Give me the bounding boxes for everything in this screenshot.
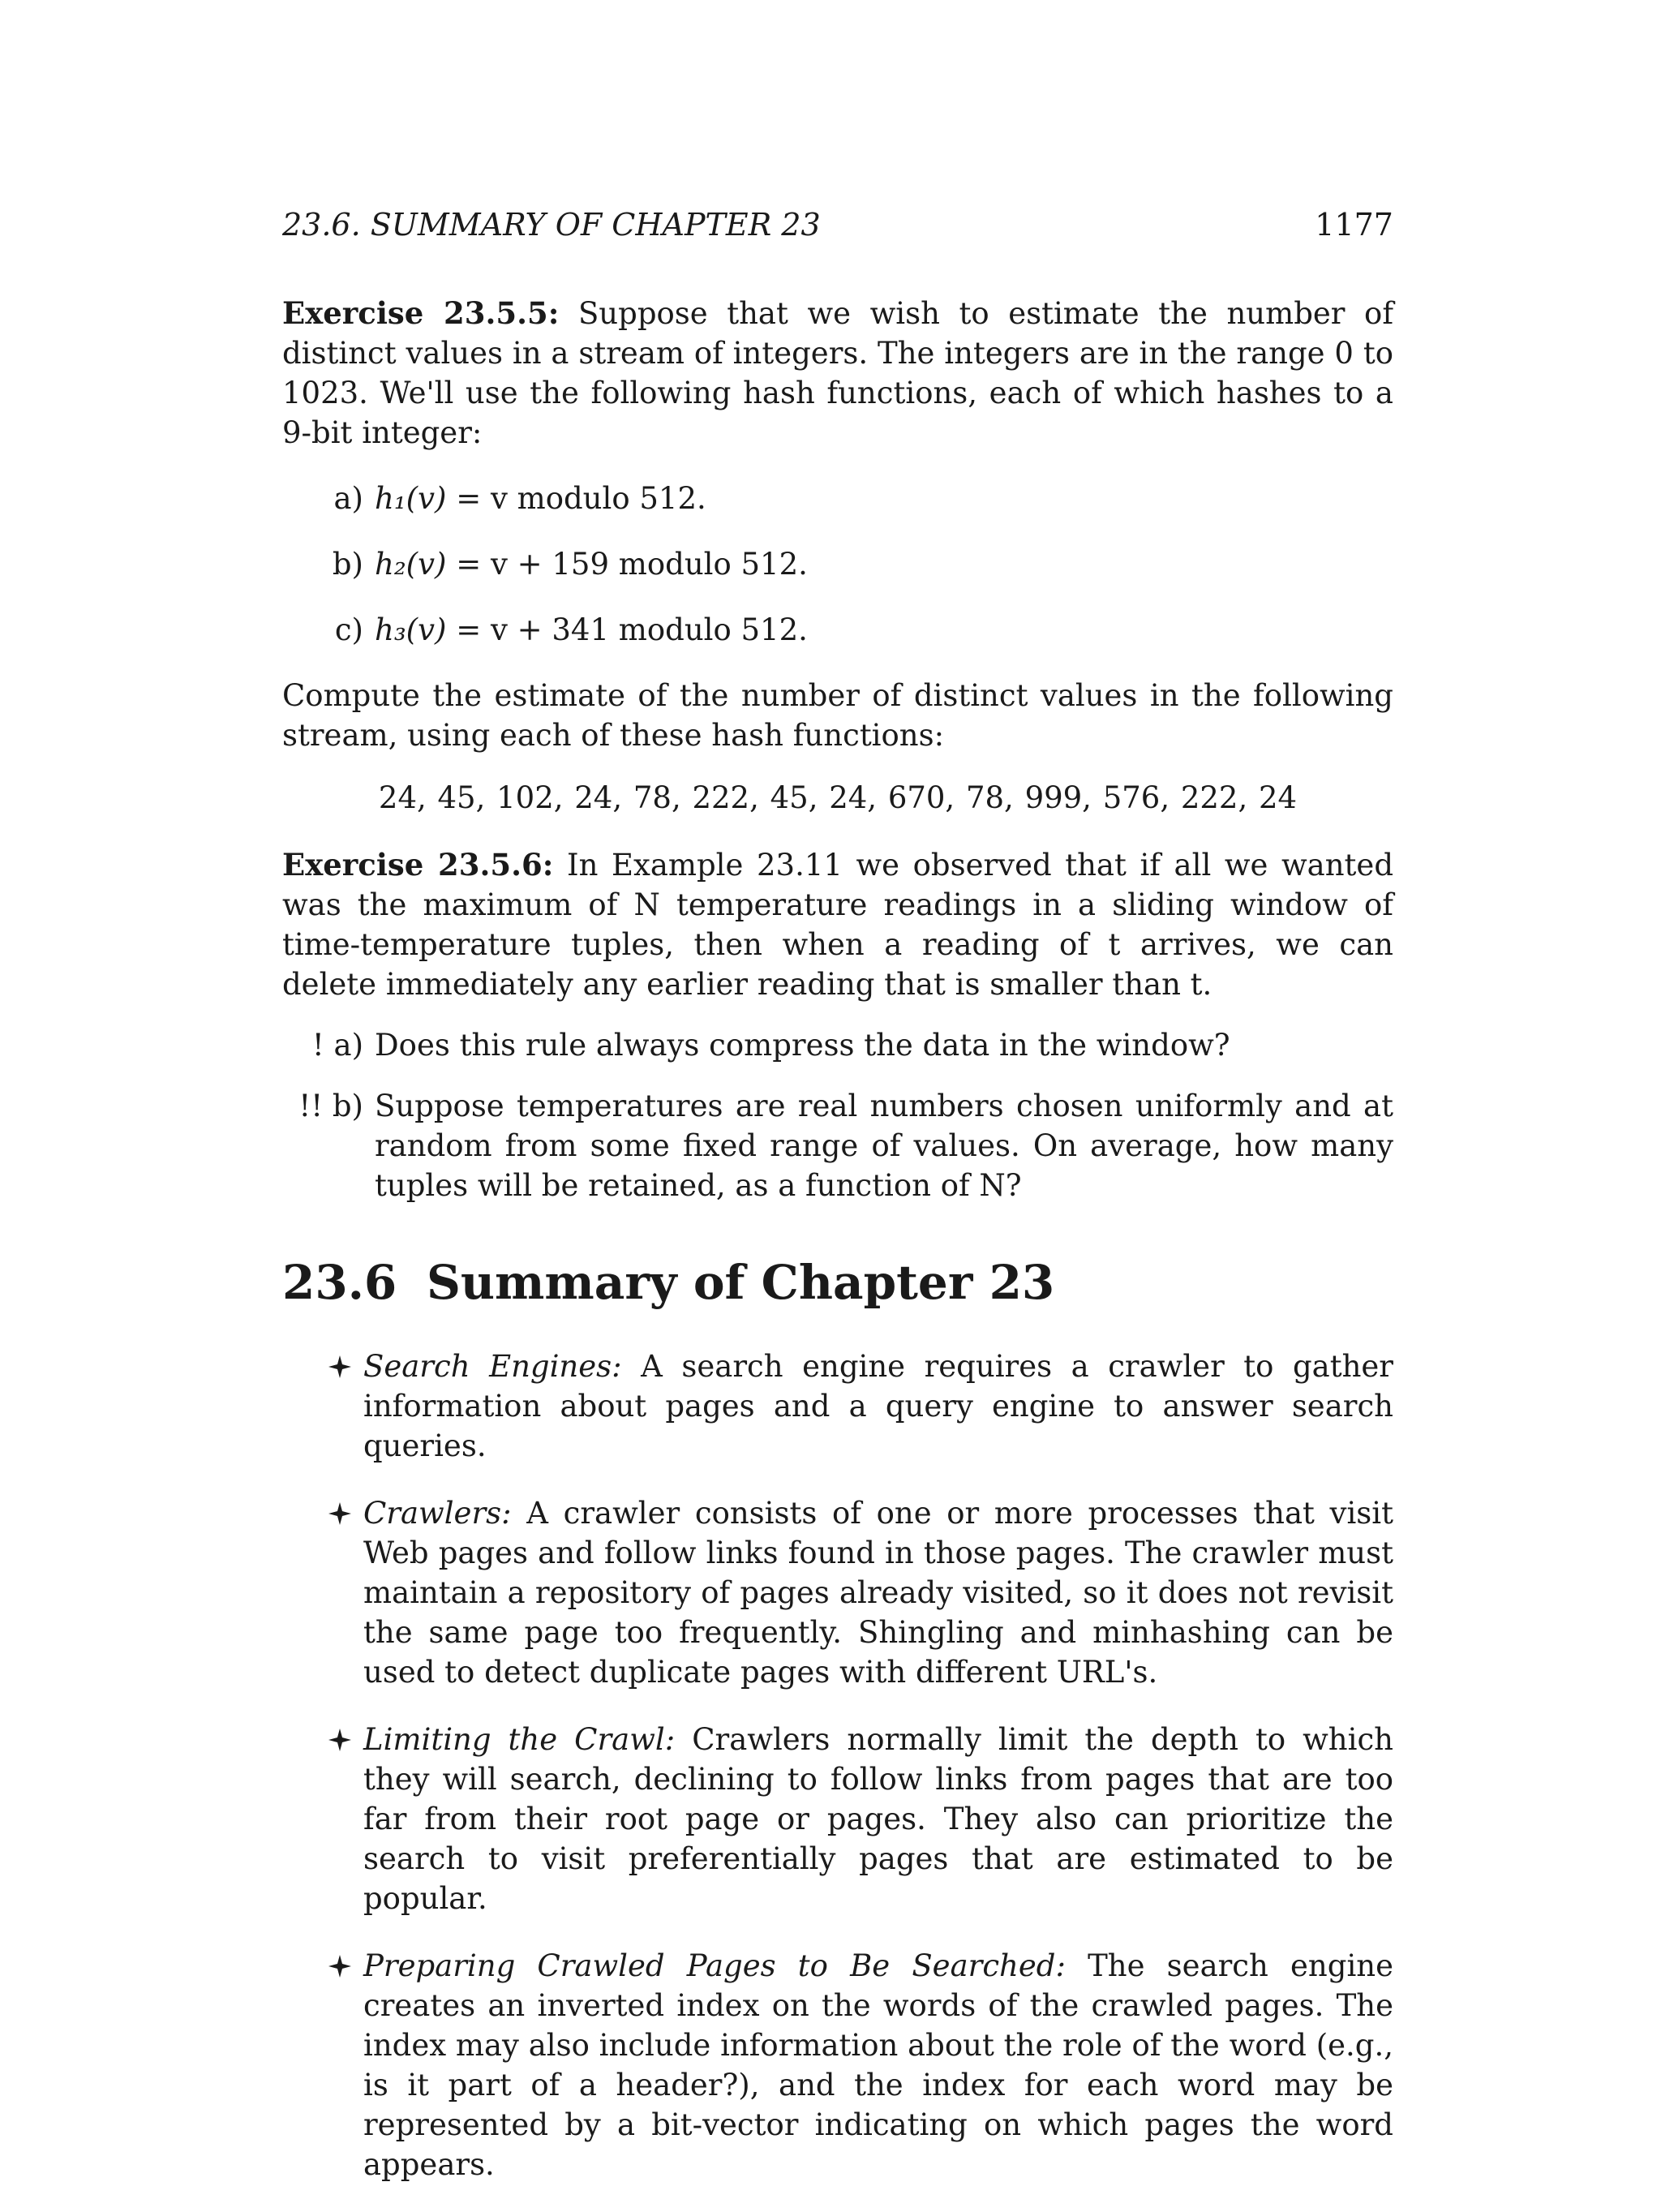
exercise-text: In Example 23.11 we observed that if all we wanted was the maximum of N temperature readings in a sliding window of time-temperature tuples, then when a reading of t arrives, we can delete immediately any earlier reading that is smaller than t. [282,848,1394,1002]
summary-body: A search engine requires a crawler to gather information about pages and a query engine to answer search queries. [363,1349,1393,1463]
hash-function-expr: = v + 159 modulo 512. [446,547,808,582]
running-title: 23.6. SUMMARY OF CHAPTER 23 [282,207,821,243]
summary-item [282,1720,1393,1918]
bullet-marker [282,1493,363,1692]
summary-item [282,1493,1393,1692]
section-heading [282,1254,1393,1311]
summary-text [363,1720,1393,1918]
page-body [282,294,1393,2212]
exercise-23-5-5 [282,294,1393,453]
item-content [375,610,1393,650]
summary-item [282,1946,1393,2184]
exercise-text: Suppose that we wish to estimate the number of distinct values in a stream of integers. The integers are in the range 0 to 1023. We'll use the following hash functions, each of which hashes to a 9-bit integer: [282,296,1394,450]
item-marker: c) [334,612,363,647]
item-marker: b) [332,547,363,582]
summary-text [363,1946,1393,2184]
four-point-star-icon [328,1355,352,1379]
hash-function-name: h₁(v) [375,481,447,516]
summary-body: The search engine creates an inverted index on the words of the crawled pages. The index may also include information about the role of the word (e.g., is it part of a header?), and the index for each word may be represented by a bit-vector indicating on which pages the word appears. [363,1948,1394,2182]
integer-stream: 24, 45, 102, 24, 78, 222, 45, 24, 670, 78, 999, 576, 222, 24 [378,780,1298,815]
four-point-star-icon [328,1728,352,1752]
summary-term: Preparing Crawled Pages to Be Searched: [363,1948,1066,1983]
summary-body: A crawler consists of one or more processes that visit Web pages and follow links found in those pages. The crawler must maintain a repository of pages already visited, so it does not revisit the same page too frequently. Shingling and minhashing can be used to detect duplicate pages with different URL's. [363,1496,1393,1690]
exercise-subparts [282,1025,1393,1205]
four-point-star-icon [328,1501,352,1526]
section-title: Summary of Chapter 23 [427,1255,1055,1310]
exercise-label: Exercise 23.5.5: [282,295,560,331]
list-item [282,1086,1393,1205]
hash-function-list [282,479,1393,650]
exercise-label: Exercise 23.5.6: [282,847,554,883]
list-item [282,544,1393,584]
bullet-marker [282,1347,363,1466]
list-item [282,610,1393,650]
hash-function-expr: = v + 341 modulo 512. [446,612,808,647]
hash-function-expr: = v modulo 512. [446,481,706,516]
exercise-23-5-6 [282,845,1393,1004]
four-point-star-icon [328,1954,352,1978]
item-content [375,544,1393,584]
summary-term: Search Engines: [363,1349,622,1384]
item-content [375,479,1393,518]
summary-term: Limiting the Crawl: [363,1722,676,1757]
exercise-followup: Compute the estimate of the number of distinct values in the following stream, using each of these hash functions: [282,678,1393,753]
bullet-marker [282,1946,363,2184]
list-item [282,479,1393,518]
section-number: 23.6 [282,1255,397,1310]
summary-text [363,1347,1393,1466]
item-content: Does this rule always compress the data in the window? [375,1028,1230,1063]
bullet-marker [282,1720,363,1918]
page-number: 1177 [1315,207,1393,243]
item-content: Suppose temperatures are real numbers chosen uniformly and at random from some fixed range of values. On average, how many tuples will be retained, as a function of N? [375,1089,1393,1203]
item-marker: !! b) [298,1089,363,1123]
hash-function-name: h₂(v) [375,547,447,582]
summary-body: Crawlers normally limit the depth to which they will search, declining to follow links from pages that are too far from their root page or pages. They also can prioritize the search to visit preferentially pages that are estimated to be popular. [363,1722,1393,1916]
summary-text [363,1493,1393,1692]
item-marker: ! a) [311,1028,363,1063]
summary-term: Crawlers: [363,1496,512,1531]
list-item [282,1025,1393,1065]
summary-list [282,1347,1393,2184]
item-marker: a) [333,481,363,516]
summary-item [282,1347,1393,1466]
hash-function-name: h₃(v) [375,612,447,647]
